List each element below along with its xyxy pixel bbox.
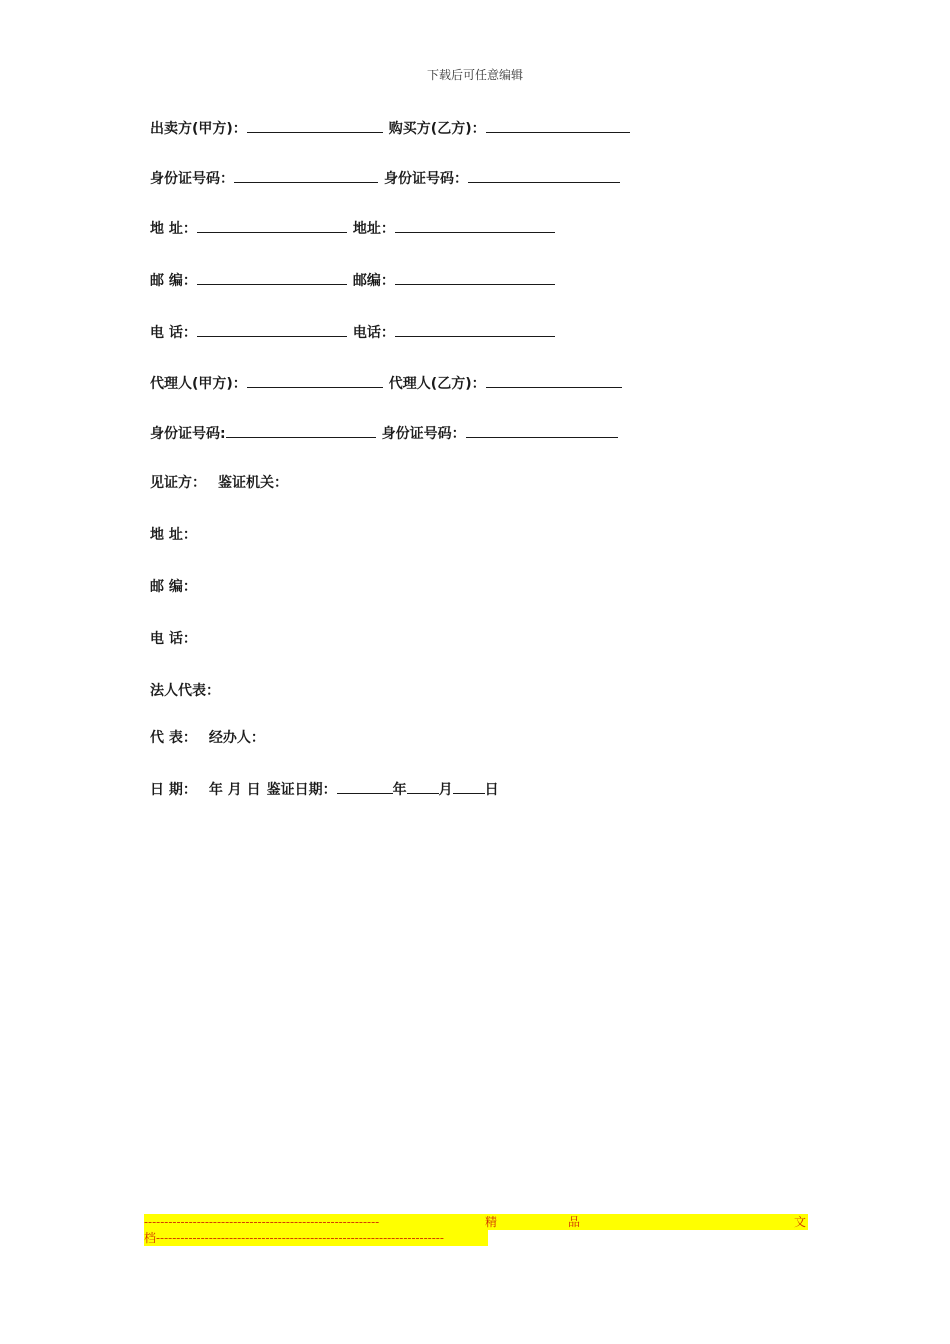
month-label: 月: [438, 782, 453, 798]
buyer-address-label: 地址：: [352, 221, 395, 237]
verify-date-label: 鉴证日期：: [266, 782, 337, 798]
footer-line-2-text: 档-----------------------------------------------------------------------: [144, 1231, 444, 1245]
row-legal-rep: [150, 681, 220, 701]
buyer-agent-blank[interactable]: [486, 373, 622, 388]
witness-phone-label: 电 话：: [150, 631, 197, 647]
footer-char-1: 精: [485, 1215, 498, 1229]
row-id-2: [150, 423, 618, 444]
verify-year-blank[interactable]: [337, 779, 393, 794]
row-witness: [150, 473, 288, 493]
row-rep: [150, 728, 265, 748]
seller-zip-label: 邮 编：: [150, 273, 197, 289]
row-phone: [150, 322, 555, 343]
seller-address-label: 地 址：: [150, 221, 197, 237]
footer-dashes-left: ----------------------------------------------------------: [144, 1215, 380, 1229]
seller-id-blank[interactable]: [234, 168, 378, 183]
day-label: 日: [484, 782, 499, 798]
seller-agent-id-label: 身份证号码:: [150, 426, 226, 442]
row-parties: [150, 118, 630, 139]
row-witness-zip: [150, 577, 197, 597]
seller-label: 出卖方(甲方)：: [150, 121, 247, 137]
seller-agent-blank[interactable]: [247, 373, 383, 388]
rep-label: 代 表：: [150, 730, 197, 746]
buyer-zip-label: 邮编：: [352, 273, 395, 289]
footer-line-1: [144, 1214, 808, 1230]
buyer-agent-id-label: 身份证号码：: [381, 426, 466, 442]
witness-address-label: 地 址：: [150, 527, 197, 543]
handler-label: 经办人：: [208, 730, 265, 746]
row-date: [150, 779, 499, 800]
verify-month-blank[interactable]: [407, 779, 439, 794]
seller-address-blank[interactable]: [197, 218, 347, 233]
buyer-agent-id-blank[interactable]: [466, 423, 618, 438]
witness-label: 见证方：: [150, 475, 206, 491]
date-ymd: 年 月 日: [208, 782, 261, 798]
page-header: 下载后可任意编辑: [426, 68, 523, 82]
buyer-label: 购买方(乙方)：: [388, 121, 486, 137]
verify-day-blank[interactable]: [453, 779, 485, 794]
buyer-zip-blank[interactable]: [395, 270, 555, 285]
seller-id-label: 身份证号码：: [150, 171, 234, 187]
seller-agent-id-blank[interactable]: [226, 423, 376, 438]
authority-label: 鉴证机关：: [218, 475, 288, 491]
date-label: 日 期：: [150, 782, 197, 798]
footer-banner: [144, 1214, 808, 1246]
year-label: 年: [392, 782, 407, 798]
seller-phone-blank[interactable]: [197, 322, 347, 337]
row-id-1: [150, 168, 620, 189]
buyer-agent-label: 代理人(乙方)：: [388, 376, 486, 392]
footer-char-2: 品: [568, 1215, 581, 1229]
buyer-id-label: 身份证号码：: [384, 171, 468, 187]
footer-line-2: [144, 1230, 488, 1246]
seller-agent-label: 代理人(甲方)：: [150, 376, 247, 392]
buyer-phone-label: 电话：: [352, 325, 395, 341]
seller-blank[interactable]: [247, 118, 383, 133]
row-witness-phone: [150, 629, 197, 649]
buyer-id-blank[interactable]: [468, 168, 620, 183]
witness-zip-label: 邮 编：: [150, 579, 197, 595]
seller-phone-label: 电 话：: [150, 325, 197, 341]
buyer-blank[interactable]: [486, 118, 630, 133]
footer-char-3: 文: [794, 1215, 807, 1229]
buyer-address-blank[interactable]: [395, 218, 555, 233]
row-address: [150, 218, 555, 239]
row-agents: [150, 373, 622, 394]
seller-zip-blank[interactable]: [197, 270, 347, 285]
legal-rep-label: 法人代表：: [150, 683, 220, 699]
buyer-phone-blank[interactable]: [395, 322, 555, 337]
row-zip: [150, 270, 555, 291]
row-witness-address: [150, 525, 197, 545]
